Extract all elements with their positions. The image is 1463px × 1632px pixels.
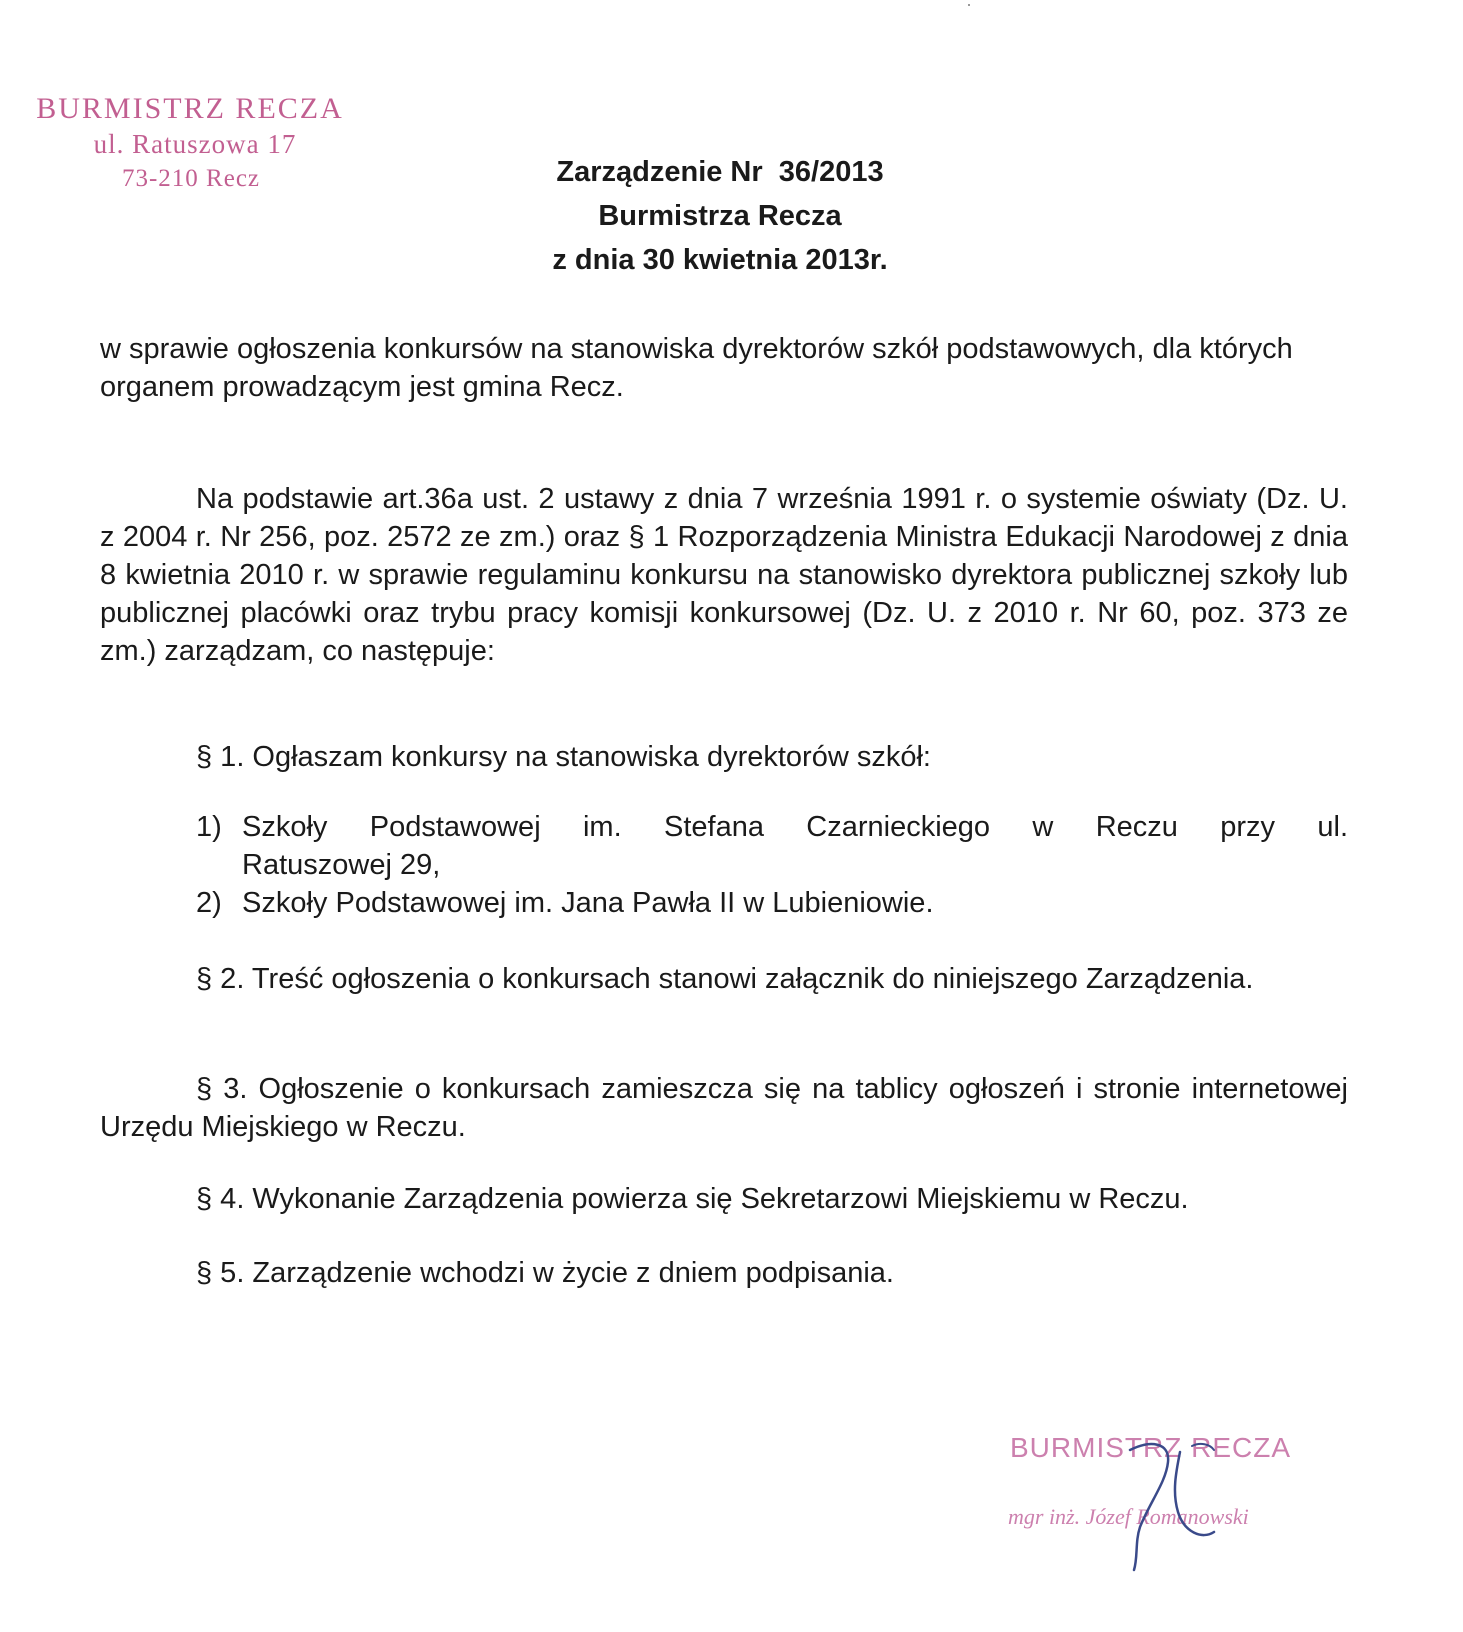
mayor-stamp-signature bbox=[1000, 1432, 1300, 1592]
stamp-top-title: BURMISTRZ RECZA bbox=[36, 92, 344, 125]
legal-basis-paragraph: Na podstawie art.36a ust. 2 ustawy z dnia 7 września 1991 r. o systemie oświaty (Dz. U. z 2004 r. Nr 256, poz. 2572 ze zm.) oraz § 1 Rozporządzenia Ministra Edukacji Narodowej z dnia 8 kwietnia 2010 r. w sprawie regulaminu konkursu na stanowisko dyrektora publicznej szkoły lub publicznej placówki oraz trybu pracy komisji konkursowej (Dz. U. z 2010 r. Nr 60, poz. 373 ze zm.) zarządzam, co następuje: bbox=[100, 483, 1348, 667]
schools-list bbox=[196, 808, 1348, 922]
heading-issuer: Burmistrza Recza bbox=[598, 200, 842, 232]
scan-speck bbox=[968, 4, 970, 6]
list-item-number: 2) bbox=[196, 887, 222, 919]
handwritten-signature bbox=[1110, 1432, 1260, 1582]
stamp-bottom-name: mgr inż. Józef Romanowski bbox=[1008, 1504, 1249, 1529]
list-item-text: Szkoły Podstawowej im. Jana Pawła II w Lubieniowie. bbox=[242, 887, 934, 919]
stamp-top-postcode: 73-210 Recz bbox=[121, 165, 261, 192]
heading-date: z dnia 30 kwietnia 2013r. bbox=[552, 244, 888, 276]
list-item bbox=[196, 808, 1348, 884]
paragraph-3: § 3. Ogłoszenie o konkursach zamieszcza się na tablicy ogłoszeń i stronie internetowej Urzędu Miejskiego w Reczu. bbox=[100, 1073, 1348, 1143]
document-subject: w sprawie ogłoszenia konkursów na stanowiska dyrektorów szkół podstawowych, dla których organem prowadzącym jest gmina Recz. bbox=[100, 333, 1293, 403]
list-item-text: Szkoły Podstawowej im. Stefana Czarnieckiego w Reczu przy ul. bbox=[242, 811, 1348, 843]
document-heading bbox=[430, 150, 1010, 282]
stamp-bottom-title: BURMISTRZ RECZA bbox=[1010, 1432, 1291, 1463]
list-item-number: 1) bbox=[196, 811, 222, 843]
paragraph-5: § 5. Zarządzenie wchodzi w życie z dniem podpisania. bbox=[196, 1257, 894, 1289]
office-stamp-top bbox=[10, 92, 370, 196]
heading-number: Zarządzenie Nr 36/2013 bbox=[556, 156, 884, 188]
stamp-top-street: ul. Ratuszowa 17 bbox=[93, 129, 297, 159]
paragraph-2: § 2. Treść ogłoszenia o konkursach stanowi załącznik do niniejszego Zarządzenia. bbox=[196, 963, 1254, 995]
list-item-text-continued: Ratuszowej 29, bbox=[242, 849, 441, 881]
list-item bbox=[196, 884, 1348, 922]
paragraph-4: § 4. Wykonanie Zarządzenia powierza się Sekretarzowi Miejskiemu w Reczu. bbox=[196, 1183, 1189, 1215]
paragraph-1: § 1. Ogłaszam konkursy na stanowiska dyrektorów szkół: bbox=[196, 741, 931, 773]
